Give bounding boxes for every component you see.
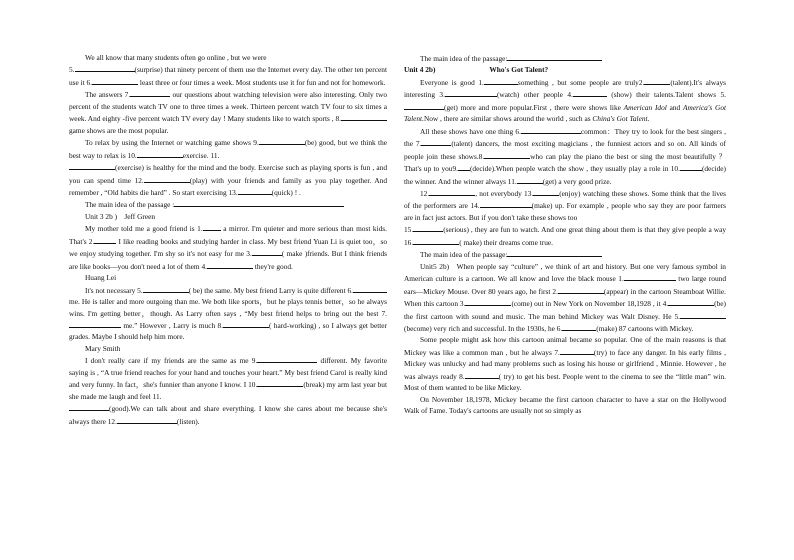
answer-blank[interactable]: [144, 174, 190, 183]
answer-blank[interactable]: [404, 101, 444, 110]
answer-blank[interactable]: [480, 199, 532, 208]
answer-blank[interactable]: [573, 88, 607, 97]
left-column: [69, 52, 387, 427]
answer-blank[interactable]: [94, 235, 116, 244]
answer-blank[interactable]: [413, 236, 459, 245]
answer-blank[interactable]: [507, 52, 602, 61]
answer-blank[interactable]: [259, 136, 305, 145]
right-column: [404, 52, 726, 417]
answer-blank[interactable]: [137, 149, 183, 158]
paragraph: My mother told me a good friend is 1. a mirror. I'm quieter and more serious than most kids. That's 2. I like reading books and studying harder in class. My best friend Yuan Li is quiet too，so we enjoy studying together. I'm shy so it's not easy for me 3. ( make )friends. But I think friends are like books—you don't need a lot of them 4. they're good.: [69, 224, 387, 271]
paragraph: All these shows have one thing 6. common：They try to look for the best singers , the 7. (talent) dancers, the most exciting magicians , the funniest actors and so on. All kinds of people join these shows.8. who can play the piano the best or sing the most beautifully ？That's up to you9. (decide).When people watch the show , they usually play a role in 10. (decide) the winner. And the winner always 11. (get) a very good prize.: [404, 126, 726, 186]
answer-blank[interactable]: [257, 378, 303, 387]
main-idea-line: The main idea of the passage:: [404, 248, 726, 260]
passage-heading: Unit 4 2b) Who's Got Talent?: [404, 65, 549, 75]
passage-heading: Unit 3 2b ) Jeff Green: [85, 211, 156, 221]
answer-blank[interactable]: [484, 76, 518, 85]
paragraph: 12. , not everybody 13. (enjoy) watching these shows. Some think that the lives of the performers are 14. (make) up. For example , people who say they are poor farmers are in fact just actors. But if you don't take these shows too 15. (serious) , they are fun to watch. And one great thing about them is that they give people a way 16. ( make) their dreams come true.: [404, 188, 726, 247]
passage-title: Who's Got Talent?: [489, 65, 549, 75]
answer-blank[interactable]: [341, 112, 387, 121]
answer-blank[interactable]: [69, 319, 121, 328]
answer-blank[interactable]: [117, 415, 177, 424]
person-name: Huang Lei: [85, 273, 117, 283]
answer-blank[interactable]: [174, 198, 344, 207]
answer-blank[interactable]: [517, 175, 543, 184]
answer-blank[interactable]: [624, 272, 676, 281]
answer-blank[interactable]: [421, 137, 451, 146]
answer-blank[interactable]: [465, 297, 511, 306]
paragraph: Everyone is good 1. something , but some people are truly2. (talent).It's always interesting 3. (watch) other people 4. (show) their talents.Talent shows 5.(get) more and more popular.First , there were shows like American Idol and America's Got Talent.Now , there are similar shows around the world , such as China's Got Talent.: [404, 77, 727, 124]
answer-blank[interactable]: [223, 319, 269, 328]
answer-blank[interactable]: [353, 284, 387, 293]
answer-blank[interactable]: [507, 248, 602, 257]
paragraph: It's not necessary 5. ( be) the same. My best friend Larry is quite different 6. me. He is taller and more outgoing than me. We both like sports，but he plays tennis better，so he always wins. I'm getting better，though. As Larry often says , “My best friend helps to bring out the best 7. me.” However , Larry is much 8. ( hard-working) , so I always get better grades. Maybe I should help him more.: [69, 285, 387, 342]
answer-blank[interactable]: [668, 297, 714, 306]
answer-blank[interactable]: [560, 346, 594, 355]
answer-blank[interactable]: [257, 354, 317, 363]
answer-blank[interactable]: [562, 322, 596, 331]
answer-blank[interactable]: [429, 187, 475, 196]
answer-blank[interactable]: [203, 222, 221, 231]
answer-blank[interactable]: [484, 150, 530, 159]
paragraph: I don't really care if my friends are the same as me 9. different. My favorite saying is , “A true friend reaches for your hand and touches your heart.” My best friend Carol is really kind and very funny. In fact，she's funnier than anyone I know. I 10. (break) my arm last year but she made me laugh and feel 11. (good).We can talk about and share everything. I know she cares about me because she's always there 12. (listen).: [69, 356, 387, 426]
answer-blank[interactable]: [533, 187, 559, 196]
answer-blank[interactable]: [92, 76, 138, 85]
paragraph: On November 18,1978, Mickey became the first cartoon character to have a star on the Hollywood Walk of Fame. Today's cartoons are usually not so simply as: [404, 394, 726, 416]
answer-blank[interactable]: [458, 162, 470, 171]
paragraph: Some people might ask how this cartoon animal became so popular. One of the main reasons is that Mickey was like a common man , but he always 7. (try) to face any danger. In his early films , Mickey was unlucky and had many problems such as losing his house or girlfriend , Minnie. However , he was always ready 8. ( try) to get his best. People went to the cinema to see the “little man” win. Most of them wanted to be like Mickey.: [404, 335, 727, 393]
answer-blank[interactable]: [69, 402, 109, 411]
answer-blank[interactable]: [680, 162, 702, 171]
answer-blank[interactable]: [644, 76, 670, 85]
answer-blank[interactable]: [521, 125, 581, 134]
answer-blank[interactable]: [130, 88, 170, 97]
answer-blank[interactable]: [207, 260, 253, 269]
answer-blank[interactable]: [465, 370, 499, 379]
answer-blank[interactable]: [75, 63, 135, 72]
answer-blank[interactable]: [143, 284, 189, 293]
paragraph: The answers 7. our questions about watching television were also interesting. Only two percent of the students watch TV one to three times a week. Thirteen percent watch TV four to six times a week. And eighty -five percent watch TV every day ! Many students like to watch sports , 8.game shows are the most popular.: [69, 90, 387, 135]
paragraph: Unit5 2b) When people say “culture” , we think of art and history. But one very famous symbol in American culture is a cartoon. We all know and love the black mouse 1. two large round ears—Mickey Mouse. Over 80 years ago, he first 2. (appear) in the cartoon Steamboat Willie. When this cartoon 3. (come) out in New York on November 18,1928 , it 4. (be) the first cartoon with sound and music. The man behind Mickey was Walt Disney. He 5.(become) very rich and successful. In the 1930s, he 6. (make) 87 cartoons with Mickey.: [404, 261, 727, 333]
answer-blank[interactable]: [445, 88, 497, 97]
answer-blank[interactable]: [680, 310, 726, 319]
main-idea-line: The main idea of the passage:: [404, 52, 726, 64]
paragraph: We all know that many students often go online , but we were 5. (surprise) that ninety percent of them use the Internet every day. The other ten percent use it 6. least three or four times a week. Most students use it for fun and not for homework.: [69, 53, 387, 87]
main-idea-line: The main idea of the passage :: [69, 198, 387, 210]
paragraph: To relax by using the Internet or watching game shows 9. (be) good, but we think the best way to relax is 10. exercise. 11. (exercise) is healthy for the mind and the body. Exercise such as playing sports is fun , and you can spend time 12. (play) with your friends and family as you play together. And remember , “Old habits die hard” . So start exercising 13. (quick) ! .: [69, 138, 387, 197]
answer-blank[interactable]: [252, 247, 282, 256]
answer-blank[interactable]: [558, 285, 604, 294]
answer-blank[interactable]: [413, 223, 443, 232]
answer-blank[interactable]: [238, 186, 272, 195]
answer-blank[interactable]: [69, 161, 115, 170]
person-name: Mary Smith: [85, 343, 121, 353]
